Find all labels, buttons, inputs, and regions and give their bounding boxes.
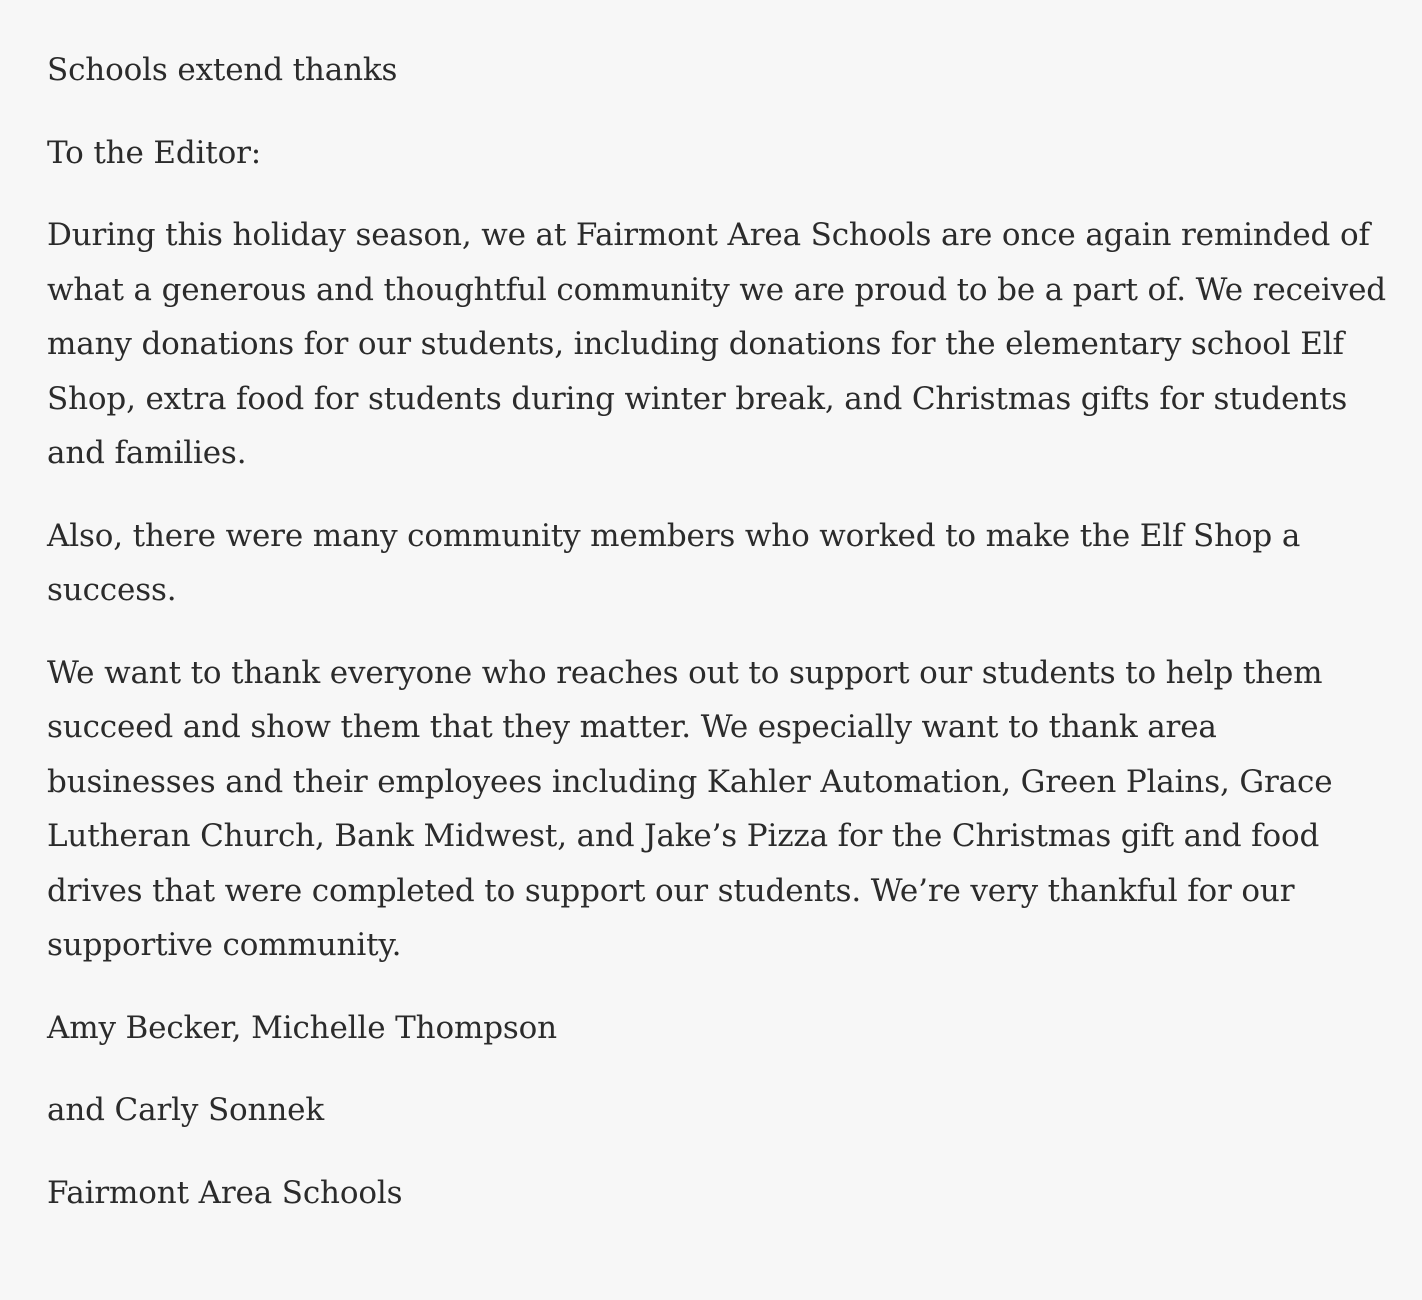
body-paragraph-2: Also, there were many community members who worked to make the Elf Shop a success. (47, 517, 1301, 608)
signature-names-line-1: Amy Becker, Michelle Thompson (47, 1009, 557, 1046)
body-paragraph-1: During this holiday season, we at Fairmont Area Schools are once again reminded of what a generous and thoughtful community we are proud to be a part of. We received many donations for our students, including donations for the elementary school Elf Shop, extra food for students during winter break, and Christmas gifts for students and families. (47, 217, 1387, 471)
letter-to-editor (47, 43, 1387, 1248)
signature-names-line-2: and Carly Sonnek (47, 1092, 325, 1128)
signature-organization: Fairmont Area Schools (47, 1174, 403, 1211)
headline: Schools extend thanks (47, 52, 398, 88)
salutation: To the Editor: (47, 134, 262, 171)
body-paragraph-3: We want to thank everyone who reaches out to support our students to help them succeed and show them that they matter. We especially want to thank area businesses and their employees including Kahler Automation, Green Plains, Grace Lutheran Church, Bank Midwest, and Jake’s Pizza for the Christmas gift and food drives that were completed to support our students. We’re very thankful for our supportive community. (47, 654, 1333, 963)
